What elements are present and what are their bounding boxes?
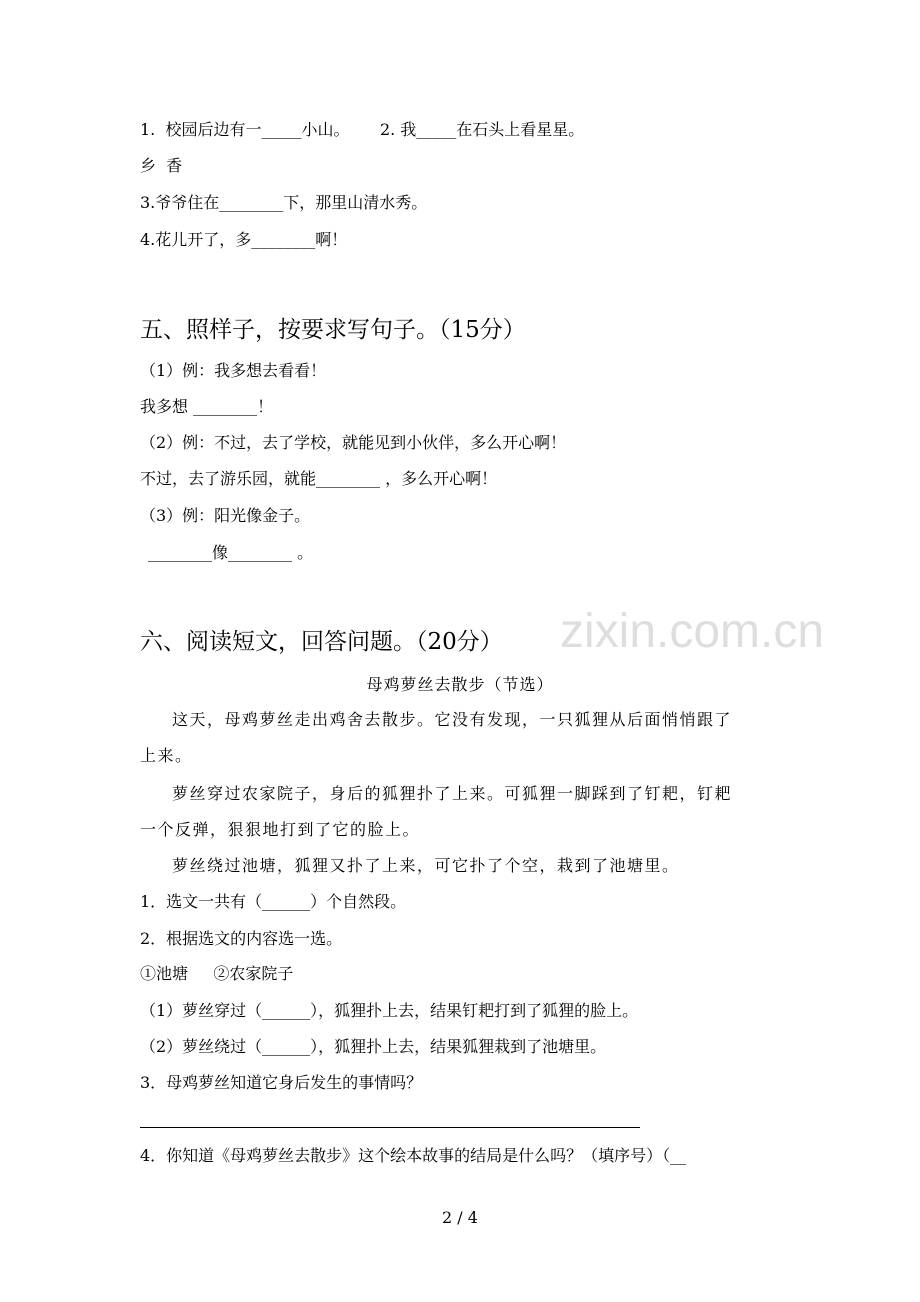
example-2: （2）例：不过，去了学校，就能见到小伙伴，多么开心啊！ xyxy=(140,433,567,452)
example-1: （1）例：我多想去看看！ xyxy=(140,361,327,380)
question-2: 2．根据选文的内容选一选。 xyxy=(140,929,343,948)
question-1: 1．选文一共有（______）个自然段。 xyxy=(140,892,407,911)
watermark: zixin.com.cn xyxy=(560,605,825,658)
question-2-sub-1: （1）萝丝穿过（______），狐狸扑上去，结果钉耙打到了狐狸的脸上。 xyxy=(140,1001,639,1020)
word-options: 乡 香 xyxy=(140,156,183,175)
fill-in-q4: 4.花儿开了，多________啊！ xyxy=(140,230,348,249)
fill-in-q1-q2: 1. 校园后边有一_____小山。 2. 我_____在石头上看星星。 xyxy=(140,120,585,139)
example-3: （3）例：阳光像金子。 xyxy=(140,506,311,525)
story-title: 母鸡萝丝去散步（节选） xyxy=(366,675,554,694)
answer-line xyxy=(140,1127,640,1128)
story-paragraph-2-line-2: 一个反弹，狠狠地打到了它的脸上。 xyxy=(140,820,421,839)
example-2-fill: 不过，去了游乐园，就能________ ，多么开心啊！ xyxy=(140,469,498,488)
question-2-options: ①池塘 ②农家院子 xyxy=(140,964,294,983)
question-3: 3．母鸡萝丝知道它身后发生的事情吗？ xyxy=(140,1073,423,1092)
story-paragraph-3-line-1: 萝丝绕过池塘，狐狸又扑了上来，可它扑了个空，栽到了池塘里。 xyxy=(172,856,680,875)
section-5-heading: 五、照样子，按要求写句子。（15分） xyxy=(140,317,526,343)
question-2-sub-2: （2）萝丝绕过（______），狐狸扑上去，结果狐狸栽到了池塘里。 xyxy=(140,1037,607,1056)
story-paragraph-2-line-1: 萝丝穿过农家院子，身后的狐狸扑了上来。可狐狸一脚踩到了钉耙，钉耙 xyxy=(172,784,733,803)
page-number: 2 / 4 xyxy=(442,1208,478,1227)
section-6-heading: 六、阅读短文，回答问题。（20分） xyxy=(140,629,503,655)
fill-in-q3: 3.爷爷住在________下，那里山清水秀。 xyxy=(140,193,428,212)
example-3-fill: ________像________ 。 xyxy=(148,543,314,562)
question-4: 4．你知道《母鸡萝丝去散步》这个绘本故事的结局是什么吗？（填序号）（__ xyxy=(140,1146,687,1165)
story-paragraph-1-line-1: 这天，母鸡萝丝走出鸡舍去散步。它没有发现，一只狐狸从后面悄悄跟了 xyxy=(172,710,733,729)
story-paragraph-1-line-2: 上来。 xyxy=(140,746,193,765)
example-1-fill: 我多想 ________！ xyxy=(140,397,274,416)
